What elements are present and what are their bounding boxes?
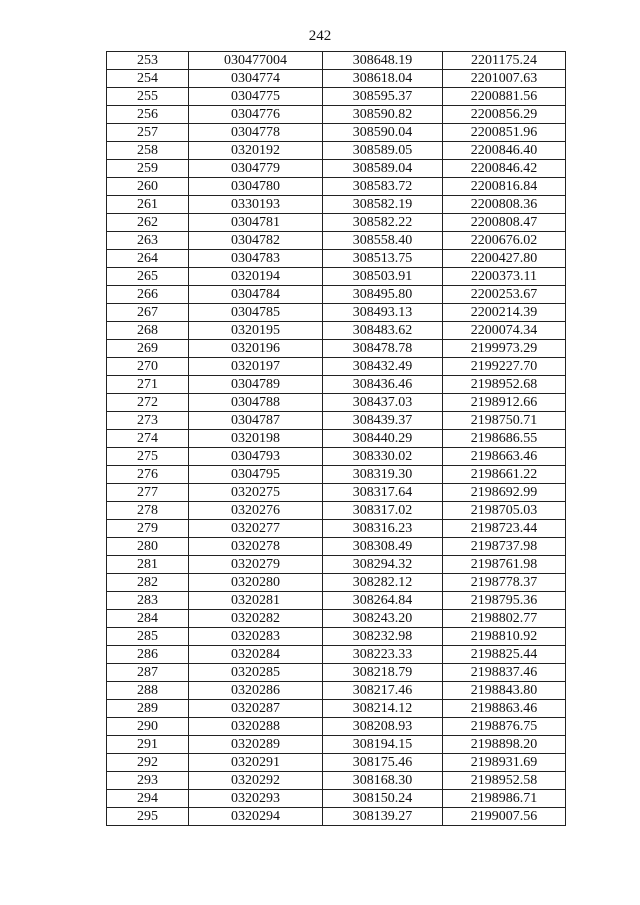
point-id-cell: 0304776 [189,106,323,124]
point-number-cell: 293 [107,772,189,790]
x-coordinate-cell: 308590.04 [323,124,443,142]
y-coordinate-cell: 2198931.69 [443,754,566,772]
y-coordinate-cell: 2200846.42 [443,160,566,178]
point-number-cell: 257 [107,124,189,142]
y-coordinate-cell: 2198825.44 [443,646,566,664]
point-number-cell: 284 [107,610,189,628]
y-coordinate-cell: 2200373.11 [443,268,566,286]
point-number-cell: 287 [107,664,189,682]
x-coordinate-cell: 308439.37 [323,412,443,430]
y-coordinate-cell: 2200856.29 [443,106,566,124]
table-row [107,700,566,718]
table-row [107,250,566,268]
point-id-cell: 0320192 [189,142,323,160]
y-coordinate-cell: 2198723.44 [443,520,566,538]
x-coordinate-cell: 308308.49 [323,538,443,556]
x-coordinate-cell: 308264.84 [323,592,443,610]
table-row [107,160,566,178]
y-coordinate-cell: 2200074.34 [443,322,566,340]
point-id-cell: 0304789 [189,376,323,394]
x-coordinate-cell: 308558.40 [323,232,443,250]
x-coordinate-cell: 308503.91 [323,268,443,286]
point-id-cell: 0320195 [189,322,323,340]
table-row [107,808,566,826]
x-coordinate-cell: 308294.32 [323,556,443,574]
x-coordinate-cell: 308317.64 [323,484,443,502]
point-number-cell: 280 [107,538,189,556]
table-row [107,178,566,196]
point-id-cell: 0320283 [189,628,323,646]
x-coordinate-cell: 308440.29 [323,430,443,448]
point-id-cell: 0304793 [189,448,323,466]
point-id-cell: 0320281 [189,592,323,610]
table-row [107,268,566,286]
x-coordinate-cell: 308648.19 [323,52,443,70]
point-number-cell: 268 [107,322,189,340]
table-row [107,574,566,592]
x-coordinate-cell: 308483.62 [323,322,443,340]
table-row [107,70,566,88]
x-coordinate-cell: 308316.23 [323,520,443,538]
point-id-cell: 0320275 [189,484,323,502]
point-number-cell: 256 [107,106,189,124]
point-id-cell: 0304774 [189,70,323,88]
table-row [107,484,566,502]
point-number-cell: 262 [107,214,189,232]
y-coordinate-cell: 2200881.56 [443,88,566,106]
y-coordinate-cell: 2200427.80 [443,250,566,268]
point-number-cell: 275 [107,448,189,466]
coordinates-table [106,51,566,826]
table-row [107,502,566,520]
table-row [107,520,566,538]
point-number-cell: 269 [107,340,189,358]
table-row [107,736,566,754]
point-number-cell: 277 [107,484,189,502]
point-number-cell: 254 [107,70,189,88]
x-coordinate-cell: 308583.72 [323,178,443,196]
point-number-cell: 273 [107,412,189,430]
y-coordinate-cell: 2199007.56 [443,808,566,826]
y-coordinate-cell: 2201007.63 [443,70,566,88]
point-id-cell: 0320198 [189,430,323,448]
point-id-cell: 0304781 [189,214,323,232]
y-coordinate-cell: 2200816.84 [443,178,566,196]
x-coordinate-cell: 308223.33 [323,646,443,664]
table-row [107,430,566,448]
x-coordinate-cell: 308232.98 [323,628,443,646]
y-coordinate-cell: 2198802.77 [443,610,566,628]
point-id-cell: 0304775 [189,88,323,106]
point-number-cell: 264 [107,250,189,268]
table-row [107,664,566,682]
y-coordinate-cell: 2198778.37 [443,574,566,592]
y-coordinate-cell: 2200851.96 [443,124,566,142]
x-coordinate-cell: 308317.02 [323,502,443,520]
point-id-cell: 0320288 [189,718,323,736]
table-row [107,718,566,736]
table-row [107,88,566,106]
point-id-cell: 0320291 [189,754,323,772]
x-coordinate-cell: 308139.27 [323,808,443,826]
y-coordinate-cell: 2198686.55 [443,430,566,448]
table-row [107,376,566,394]
y-coordinate-cell: 2200808.47 [443,214,566,232]
point-number-cell: 295 [107,808,189,826]
y-coordinate-cell: 2200846.40 [443,142,566,160]
y-coordinate-cell: 2201175.24 [443,52,566,70]
y-coordinate-cell: 2198898.20 [443,736,566,754]
point-id-cell: 0304780 [189,178,323,196]
point-number-cell: 266 [107,286,189,304]
point-number-cell: 270 [107,358,189,376]
point-id-cell: 0304783 [189,250,323,268]
point-id-cell: 0320294 [189,808,323,826]
point-number-cell: 285 [107,628,189,646]
table-row [107,304,566,322]
table-row [107,466,566,484]
point-id-cell: 0304778 [189,124,323,142]
point-number-cell: 272 [107,394,189,412]
point-id-cell: 0320278 [189,538,323,556]
point-number-cell: 291 [107,736,189,754]
point-number-cell: 294 [107,790,189,808]
point-number-cell: 274 [107,430,189,448]
x-coordinate-cell: 308218.79 [323,664,443,682]
table-row [107,52,566,70]
point-id-cell: 0320289 [189,736,323,754]
y-coordinate-cell: 2198663.46 [443,448,566,466]
point-number-cell: 276 [107,466,189,484]
x-coordinate-cell: 308582.22 [323,214,443,232]
y-coordinate-cell: 2198661.22 [443,466,566,484]
point-id-cell: 0320279 [189,556,323,574]
point-id-cell: 0320197 [189,358,323,376]
y-coordinate-cell: 2198912.66 [443,394,566,412]
point-number-cell: 263 [107,232,189,250]
point-number-cell: 253 [107,52,189,70]
point-id-cell: 0320196 [189,340,323,358]
y-coordinate-cell: 2198795.36 [443,592,566,610]
point-id-cell: 0330193 [189,196,323,214]
point-id-cell: 0304788 [189,394,323,412]
x-coordinate-cell: 308217.46 [323,682,443,700]
y-coordinate-cell: 2199973.29 [443,340,566,358]
point-number-cell: 292 [107,754,189,772]
y-coordinate-cell: 2200214.39 [443,304,566,322]
table-row [107,628,566,646]
y-coordinate-cell: 2198761.98 [443,556,566,574]
table-row [107,322,566,340]
x-coordinate-cell: 308582.19 [323,196,443,214]
point-number-cell: 258 [107,142,189,160]
point-id-cell: 0320292 [189,772,323,790]
point-number-cell: 260 [107,178,189,196]
y-coordinate-cell: 2198843.80 [443,682,566,700]
x-coordinate-cell: 308319.30 [323,466,443,484]
y-coordinate-cell: 2198705.03 [443,502,566,520]
point-number-cell: 279 [107,520,189,538]
x-coordinate-cell: 308618.04 [323,70,443,88]
point-id-cell: 0304795 [189,466,323,484]
y-coordinate-cell: 2200676.02 [443,232,566,250]
y-coordinate-cell: 2198810.92 [443,628,566,646]
table-row [107,214,566,232]
coordinates-table-body [107,52,566,826]
table-row [107,790,566,808]
point-id-cell: 0304779 [189,160,323,178]
point-number-cell: 255 [107,88,189,106]
point-id-cell: 0320276 [189,502,323,520]
point-id-cell: 0320194 [189,268,323,286]
table-row [107,394,566,412]
y-coordinate-cell: 2198876.75 [443,718,566,736]
x-coordinate-cell: 308589.04 [323,160,443,178]
point-number-cell: 281 [107,556,189,574]
y-coordinate-cell: 2200253.67 [443,286,566,304]
x-coordinate-cell: 308437.03 [323,394,443,412]
y-coordinate-cell: 2200808.36 [443,196,566,214]
table-row [107,646,566,664]
table-row [107,340,566,358]
y-coordinate-cell: 2198863.46 [443,700,566,718]
point-number-cell: 289 [107,700,189,718]
x-coordinate-cell: 308590.82 [323,106,443,124]
table-row [107,106,566,124]
x-coordinate-cell: 308493.13 [323,304,443,322]
point-id-cell: 0320280 [189,574,323,592]
table-row [107,142,566,160]
point-number-cell: 283 [107,592,189,610]
point-id-cell: 0304787 [189,412,323,430]
table-row [107,754,566,772]
point-id-cell: 0304784 [189,286,323,304]
point-id-cell: 0304785 [189,304,323,322]
x-coordinate-cell: 308330.02 [323,448,443,466]
table-row [107,592,566,610]
point-id-cell: 030477004 [189,52,323,70]
x-coordinate-cell: 308478.78 [323,340,443,358]
x-coordinate-cell: 308168.30 [323,772,443,790]
y-coordinate-cell: 2198986.71 [443,790,566,808]
point-number-cell: 261 [107,196,189,214]
table-row [107,772,566,790]
point-id-cell: 0320287 [189,700,323,718]
x-coordinate-cell: 308432.49 [323,358,443,376]
point-id-cell: 0304782 [189,232,323,250]
point-id-cell: 0320282 [189,610,323,628]
table-row [107,286,566,304]
point-number-cell: 290 [107,718,189,736]
x-coordinate-cell: 308595.37 [323,88,443,106]
point-id-cell: 0320285 [189,664,323,682]
x-coordinate-cell: 308214.12 [323,700,443,718]
x-coordinate-cell: 308495.80 [323,286,443,304]
y-coordinate-cell: 2198952.58 [443,772,566,790]
table-row [107,232,566,250]
table-row [107,448,566,466]
x-coordinate-cell: 308175.46 [323,754,443,772]
point-id-cell: 0320293 [189,790,323,808]
y-coordinate-cell: 2198737.98 [443,538,566,556]
point-number-cell: 282 [107,574,189,592]
point-number-cell: 286 [107,646,189,664]
page-number: 242 [308,28,332,44]
y-coordinate-cell: 2198952.68 [443,376,566,394]
table-row [107,358,566,376]
x-coordinate-cell: 308194.15 [323,736,443,754]
point-id-cell: 0320286 [189,682,323,700]
y-coordinate-cell: 2198692.99 [443,484,566,502]
point-number-cell: 271 [107,376,189,394]
point-number-cell: 267 [107,304,189,322]
x-coordinate-cell: 308243.20 [323,610,443,628]
point-number-cell: 278 [107,502,189,520]
point-id-cell: 0320284 [189,646,323,664]
table-row [107,610,566,628]
point-id-cell: 0320277 [189,520,323,538]
table-row [107,412,566,430]
x-coordinate-cell: 308436.46 [323,376,443,394]
x-coordinate-cell: 308150.24 [323,790,443,808]
table-row [107,538,566,556]
table-row [107,196,566,214]
point-number-cell: 259 [107,160,189,178]
x-coordinate-cell: 308282.12 [323,574,443,592]
x-coordinate-cell: 308589.05 [323,142,443,160]
table-row [107,682,566,700]
table-row [107,556,566,574]
y-coordinate-cell: 2199227.70 [443,358,566,376]
table-row [107,124,566,142]
x-coordinate-cell: 308208.93 [323,718,443,736]
y-coordinate-cell: 2198750.71 [443,412,566,430]
point-number-cell: 288 [107,682,189,700]
x-coordinate-cell: 308513.75 [323,250,443,268]
y-coordinate-cell: 2198837.46 [443,664,566,682]
point-number-cell: 265 [107,268,189,286]
